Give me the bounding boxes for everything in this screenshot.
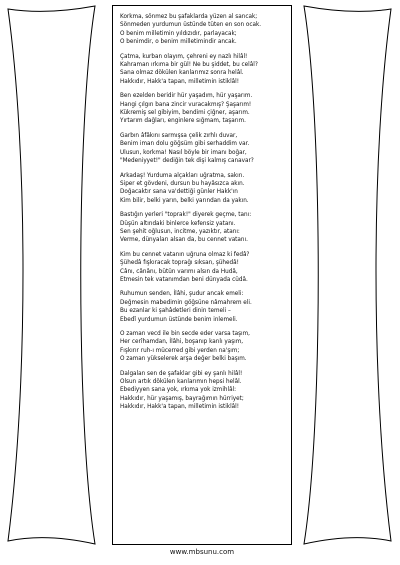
- verse-line: Ben ezelden beridir hür yaşadım, hür yaşarım.: [120, 93, 253, 100]
- stanza: [120, 290, 285, 324]
- verse-line: Çatma, kurban olayım, çehreni ey nazlı hilâl!: [120, 53, 248, 60]
- stanza: [120, 172, 285, 206]
- right-cutout-wing: [303, 5, 393, 545]
- verse-line: Şühedâ fışkıracak toprağı sıksan, şühedâ!: [120, 260, 239, 267]
- verse-line: O zaman vecd ile bin secde eder varsa taşım,: [120, 331, 250, 337]
- verse-line: Fışkırır ruh-ı mücerred gibi yerden na'şım;: [120, 347, 240, 354]
- verse-line: Her cerîhamdan, İlâhi, boşanıp kanlı yaşım,: [120, 339, 244, 346]
- verse-line: Ebedî yurdumun üstünde benim inlemeli.: [120, 316, 238, 323]
- verse-line: Hakkıdır, hür yaşamış, bayrağımın hürriyet;: [120, 395, 244, 402]
- site-footer-url: www.mbsunu.com: [169, 548, 235, 556]
- verse-line: Sen şehit oğlusun, incitme, yazıktır, atanı:: [120, 228, 240, 235]
- verse-line: "Medeniyyet!" dediğin tek dişi kalmış canavar?: [120, 158, 254, 165]
- anthem-text-panel: [112, 5, 292, 545]
- verse-line: Kükremiş sel gibiyim, bendimi çiğner, aşarım.: [120, 110, 250, 117]
- stanza: [120, 132, 285, 166]
- verse-line: Değmesin mabedimin göğsüne nâmahrem eli.: [120, 299, 252, 306]
- verse-line: Ulusun, korkma! Nasıl böyle bir imanı boğar,: [120, 149, 247, 156]
- verse-line: O benim milletimin yıldızıdır, parlayacak;: [120, 30, 237, 37]
- verse-line: Hangi çılgın bana zincir vuracakmış? Şaşarım!: [120, 101, 252, 108]
- verse-line: Bu ezanlar ki şahâdetleri dinin temeli –: [120, 308, 231, 315]
- verse-line: Siper et gövdeni, dursun bu hayâsızca akın.: [120, 180, 245, 187]
- verse-line: O zaman yükselerek arşa değer belki başım.: [120, 356, 247, 363]
- verse-line: Bastığın yerleri "toprak!" diyerek geçme, tanı:: [120, 212, 252, 219]
- verse-line: Hakkıdır, Hakk'a tapan, milletimin istiklâl!: [120, 404, 240, 411]
- left-cutout-wing: [6, 5, 96, 545]
- verse-line: Doğacaktır sana va'dettiği günler Hakk'ın: [120, 189, 238, 196]
- verse-line: Korkma, sönmez bu şafaklarda yüzen al sancak;: [120, 14, 258, 20]
- stanza: [120, 53, 285, 87]
- verse-line: Düşün altındaki binlerce kefensiz yatanı.: [120, 220, 236, 227]
- stanza: [120, 330, 285, 364]
- verse-line: Garbın âfâkını sarmışsa çelik zırhlı duvar,: [120, 132, 238, 139]
- verse-line: Yırtarım dağları, enginlere sığmam, taşarım.: [120, 118, 246, 125]
- verse-line: O benimdir, o benim milletimindir ancak.: [120, 39, 237, 46]
- verse-line: Benim iman dolu göğsüm gibi serhaddim var.: [120, 141, 250, 148]
- verse-line: Hakkıdır, Hakk'a tapan, milletimin istiklâl!: [120, 78, 240, 85]
- stanza: [120, 211, 285, 245]
- verse-line: Kim bilir, belki yarın, belki yarından da yakın.: [120, 197, 249, 204]
- stanza: [120, 251, 285, 285]
- stanza: [120, 92, 285, 126]
- verse-line: Ruhumun senden, İlâhi, şudur ancak emeli:: [120, 291, 244, 298]
- stanza: [120, 370, 285, 412]
- verse-line: Sönmeden yurdumun üstünde tüten en son ocak.: [120, 22, 262, 29]
- verse-line: Etmesin tek vatanımdan beni dünyada cüdâ.: [120, 276, 248, 283]
- stanza: [120, 13, 285, 47]
- verse-line: Olsun artık dökülen kanlarımın hepsi helâl.: [120, 379, 242, 386]
- verse-line: Kahraman ırkıma bir gül! Ne bu şiddet, bu celâl?: [120, 62, 258, 69]
- verse-line: Dalgalan sen de şafaklar gibi ey şanlı hilâl!: [120, 370, 243, 377]
- verse-line: Sana olmaz dökülen kanlarımız sonra helâl.: [120, 70, 244, 77]
- verse-line: Ebediyyen sana yok, ırkıma yok izmihlâl:: [120, 387, 237, 394]
- verse-line: Kim bu cennet vatanın uğruna olmaz ki fedâ?: [120, 251, 250, 258]
- verse-line: Cânı, cânânı, bütün varımı alsın da Hudâ,: [120, 268, 238, 275]
- verse-line: Verme, dünyaları alsan da, bu cennet vatanı.: [120, 237, 248, 244]
- verse-line: Arkadaş! Yurduma alçakları uğratma, sakın.: [120, 172, 245, 179]
